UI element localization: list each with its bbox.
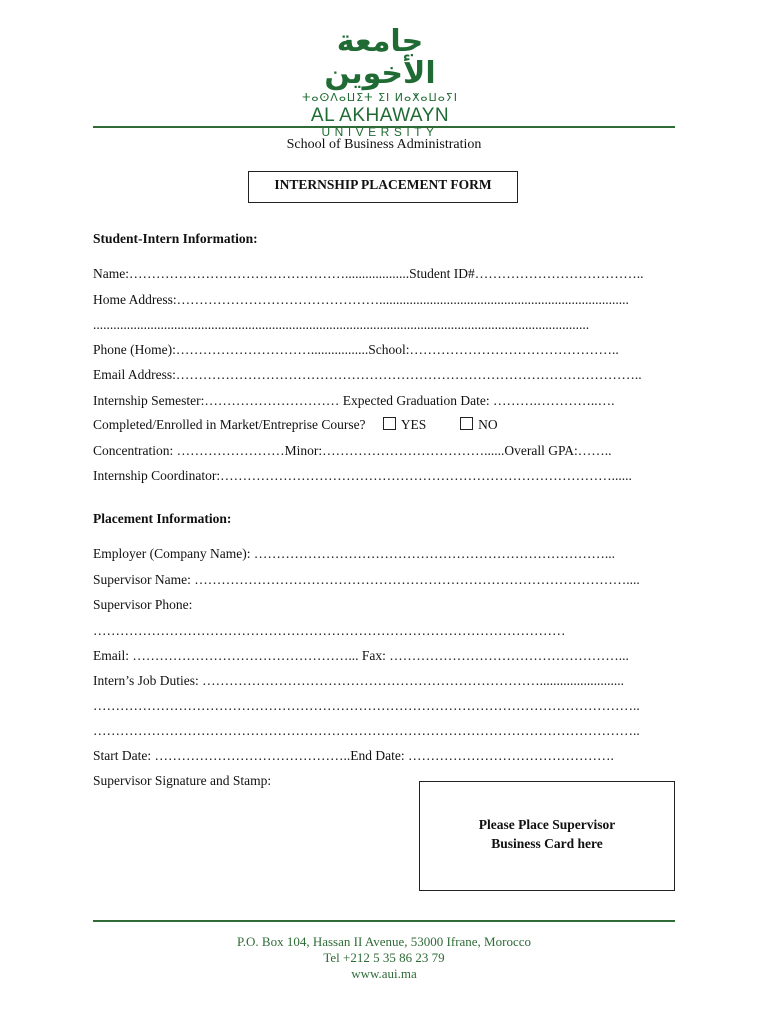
supervisor-phone-label: Supervisor Phone: [93, 597, 193, 612]
home-address-field-cont[interactable]: ................................................................................................................................................... [93, 317, 590, 332]
yes-label: YES [400, 417, 427, 432]
school-name: School of Business Administration [286, 137, 482, 152]
header-divider [93, 126, 675, 128]
business-card-text-line2: Business Card here [491, 836, 603, 851]
supervisor-signature-label: Supervisor Signature and Stamp: [93, 773, 272, 788]
course-question-label: Completed/Enrolled in Market/Entreprise Course? [93, 417, 366, 432]
home-address-field[interactable]: Home Address:……………………………………….......................................................................... [93, 292, 629, 307]
no-checkbox[interactable] [460, 417, 473, 430]
email-fax-field[interactable]: Email: …………………………………………... Fax: ……………………………………………... [93, 648, 629, 663]
footer-divider [93, 920, 675, 922]
internship-coordinator-field[interactable]: Internship Coordinator:……………………………………………………………………………...... [93, 468, 632, 483]
concentration-minor-gpa-field[interactable]: Concentration: ……………………Minor:………………………………......Overall GPA:…….. [93, 443, 612, 458]
logo-arabic-text: جامعة الأخوين [324, 24, 436, 91]
start-end-date-field[interactable]: Start Date: ……………………………………..End Date: ………………………………………. [93, 748, 614, 763]
no-label: NO [478, 417, 498, 432]
job-duties-field[interactable]: Intern’s Job Duties: …………………………………………………………………......................... [93, 673, 624, 688]
email-address-field[interactable]: Email Address:………………………………………………………………………………………….. [93, 367, 642, 382]
university-logo [300, 24, 460, 139]
form-title: INTERNSHIP PLACEMENT FORM [248, 171, 518, 203]
semester-graduation-field[interactable]: Internship Semester:………………………… Expected Graduation Date: ……….…………..…. [93, 393, 615, 408]
supervisor-phone-field[interactable]: …………………………………………………………………………………………… [93, 623, 566, 638]
logo-name-line2: UNIVERSITY [321, 125, 439, 139]
yes-checkbox[interactable] [383, 417, 396, 430]
supervisor-name-field[interactable]: Supervisor Name: …………………………………………………………………………………….... [93, 572, 640, 587]
footer-website[interactable]: www.aui.ma [351, 966, 417, 981]
name-field[interactable]: Name:…………………………………………...................Student ID#……………………………….. [93, 266, 644, 281]
business-card-text-line1: Please Place Supervisor [478, 817, 616, 832]
placement-section-heading: Placement Information: [93, 511, 232, 526]
business-card-box [419, 781, 675, 891]
job-duties-field-cont1[interactable]: ………………………………………………………………………………………………………….. [93, 698, 640, 713]
footer-tel: Tel +212 5 35 86 23 79 [323, 950, 445, 965]
logo-name-line1: AL AKHAWAYN [310, 105, 450, 126]
job-duties-field-cont2[interactable]: ………………………………………………………………………………………………………….. [93, 723, 640, 738]
phone-school-field[interactable]: Phone (Home):………………………….................School:……………………………………….. [93, 342, 619, 357]
logo-tifinagh-text: ⵜⴰⵙⴷⴰⵡⵉⵜ ⵉⵏ ⵍⴰⵅⴰⵡⴰⵢⵏ [301, 91, 459, 104]
student-section-heading: Student-Intern Information: [93, 231, 258, 246]
footer-address: P.O. Box 104, Hassan II Avenue, 53000 Ifrane, Morocco [236, 934, 531, 949]
employer-field[interactable]: Employer (Company Name): ……………………………………………………………………... [93, 546, 615, 561]
course-question-row [93, 417, 498, 433]
